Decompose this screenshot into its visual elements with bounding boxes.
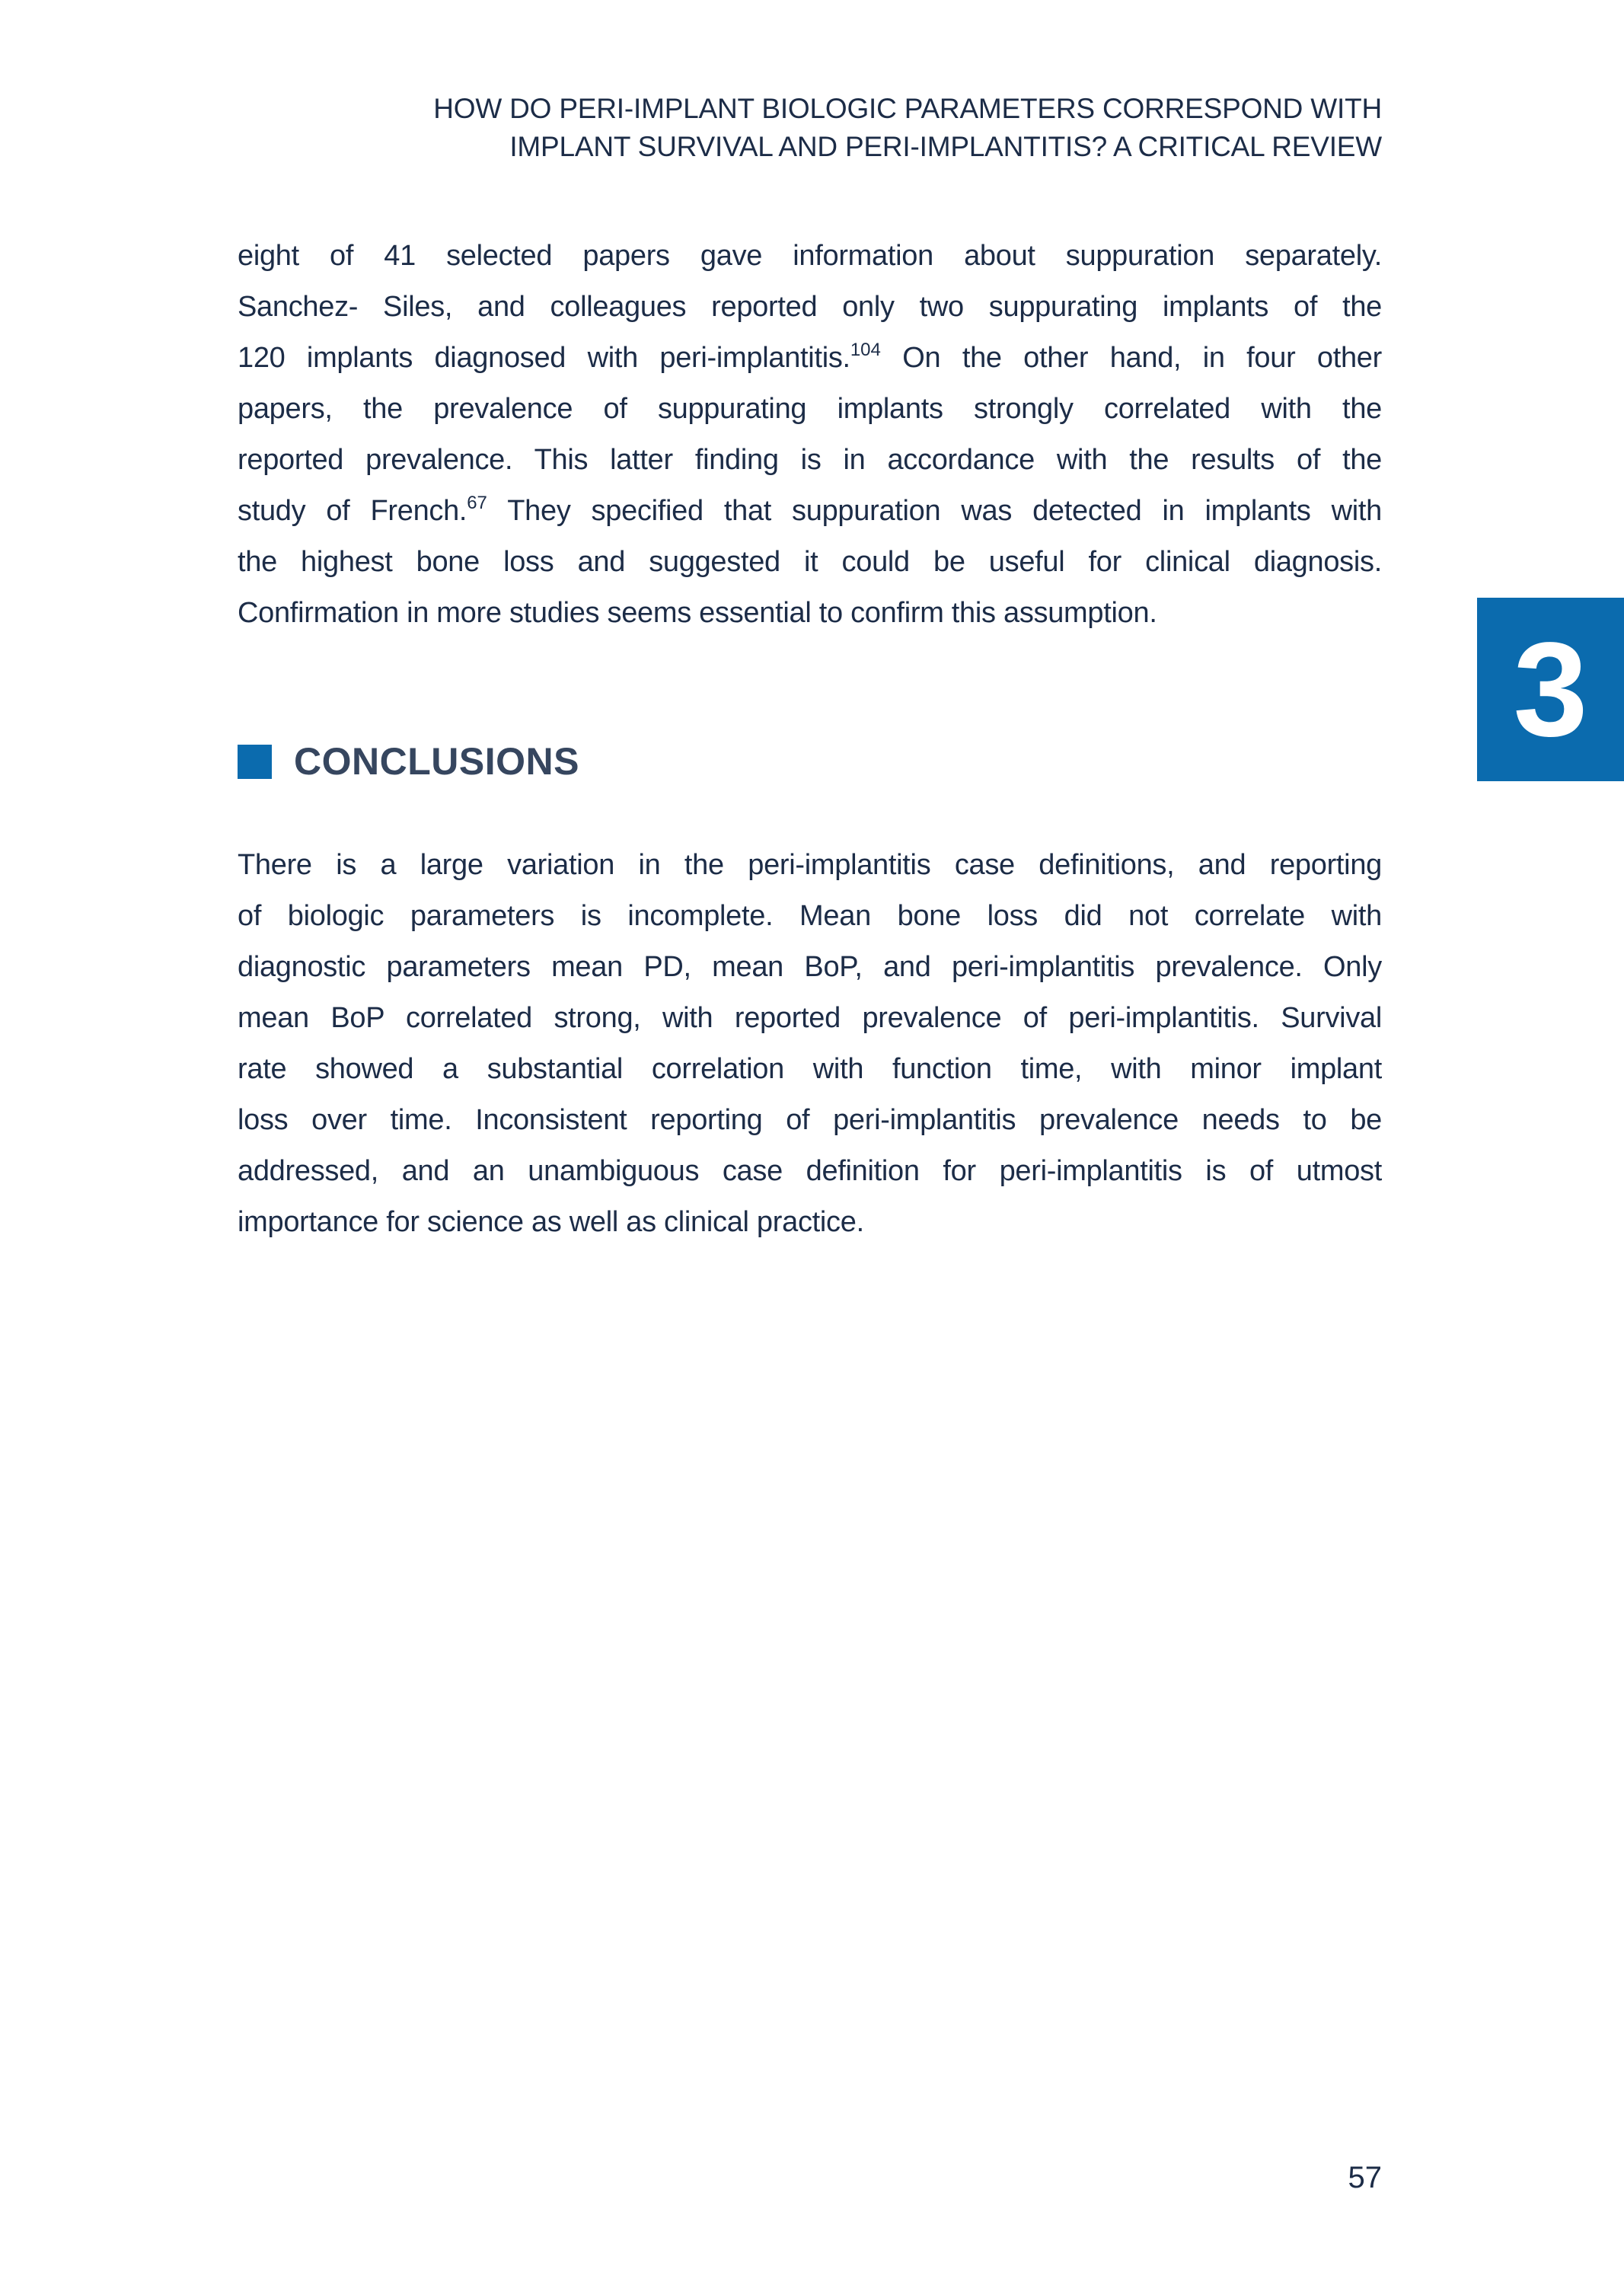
running-header [238, 90, 1382, 166]
conclusions-heading-text: CONCLUSIONS [294, 740, 579, 783]
text-line: 120 implants diagnosed with peri-implantitis.$^{104}$ On the other hand, in four other [238, 340, 1382, 374]
text-line: Sanchez- Siles, and colleagues reported only two suppurating implants of the [238, 291, 1382, 323]
chapter-number: 3 [1513, 614, 1588, 764]
conclusions-heading [238, 740, 579, 783]
citation-superscript: 104 [850, 340, 881, 360]
text-line: papers, the prevalence of suppurating implants strongly correlated with the [238, 393, 1382, 425]
conclusions-paragraph [238, 840, 1382, 1248]
text-line: diagnostic parameters mean PD, mean BoP, and peri-implantitis prevalence. Only [238, 951, 1382, 983]
text-line: reported prevalence. This latter finding is in accordance with the results of the [238, 444, 1382, 476]
chapter-tab [1477, 598, 1624, 781]
heading-bullet-square-icon [238, 745, 272, 779]
text-line: the highest bone loss and suggested it could be useful for clinical diagnosis. [238, 546, 1382, 578]
text-line: study of French.$^{67}$ They specified that suppuration was detected in implants with [238, 493, 1382, 527]
text-line: of biologic parameters is incomplete. Mean bone loss did not correlate with [238, 900, 1382, 932]
running-header-line2: IMPLANT SURVIVAL AND PERI-IMPLANTITIS? A CRITICAL REVIEW [509, 131, 1382, 162]
running-header-line1: HOW DO PERI-IMPLANT BIOLOGIC PARAMETERS CORRESPOND WITH [433, 93, 1382, 124]
text-line: rate showed a substantial correlation with function time, with minor implant [238, 1053, 1382, 1085]
text-line: importance for science as well as clinical practice. [238, 1206, 864, 1238]
suppuration-paragraph [238, 231, 1382, 639]
citation-superscript: 67 [467, 493, 487, 513]
text-line: Confirmation in more studies seems essential to confirm this assumption. [238, 597, 1157, 629]
text-line: addressed, and an unambiguous case definition for peri-implantitis is of utmost [238, 1155, 1382, 1187]
text-line: eight of 41 selected papers gave information about suppuration separately. [238, 240, 1382, 272]
text-line: mean BoP correlated strong, with reported prevalence of peri-implantitis. Survival [238, 1002, 1382, 1034]
text-line: loss over time. Inconsistent reporting of peri-implantitis prevalence needs to be [238, 1104, 1382, 1136]
text-line: There is a large variation in the peri-implantitis case definitions, and reporting [238, 849, 1382, 881]
page-number: 57 [1348, 2161, 1382, 2194]
